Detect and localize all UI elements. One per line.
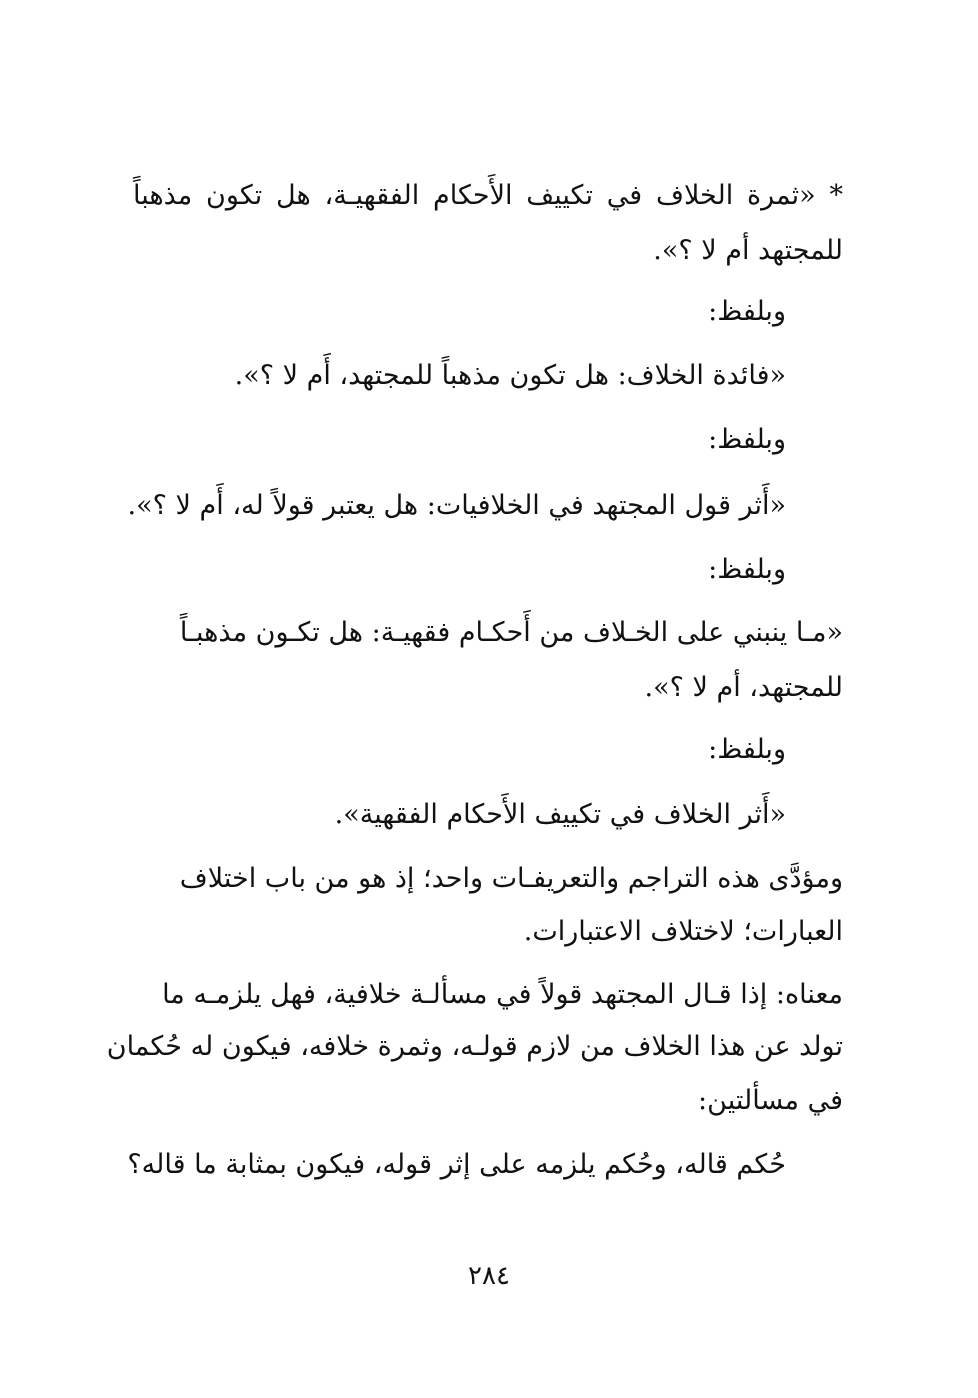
text-line: ومؤدَّى هذه التراجم والتعريفـات واحد؛ إذ هو من باب اختلاف: [179, 863, 843, 894]
text-line: معناه: إذا قـال المجتهد قولاً في مسألـة خلافية، فهل يلزمـه ما: [162, 979, 843, 1010]
text-line: وبلفظ:: [708, 296, 786, 327]
text-line: تولد عن هذا الخلاف من لازم قولـه، وثمرة خلافه، فيكون له حُكمان: [106, 1031, 843, 1062]
text-line: وبلفظ:: [708, 554, 786, 585]
text-line: وبلفظ:: [708, 734, 786, 765]
text-line: العبارات؛ لاختلاف الاعتبارات.: [523, 916, 843, 947]
text-line: * «ثمرة الخلاف في تكييف الأَحكام الفقهيـة، هل تكون مذهباً: [133, 180, 843, 211]
text-line: في مسألتين:: [698, 1085, 843, 1116]
page-number: ٢٨٤: [468, 1261, 510, 1291]
text-line: «فائدة الخلاف: هل تكون مذهباً للمجتهد، أَم لا ؟».: [234, 360, 786, 391]
text-line: للمجتهد أم لا ؟».: [653, 235, 843, 266]
text-line: «مـا ينبني على الخـلاف من أَحكـام فقهيـة: هل تكـون مذهبـاً: [179, 617, 843, 648]
text-line: «أَثر قول المجتهد في الخلافيات: هل يعتبر قولاً له، أَم لا ؟».: [127, 490, 786, 521]
text-line: «أَثر الخلاف في تكييف الأَحكام الفقهية».: [334, 799, 786, 830]
text-line: للمجتهد، أم لا ؟».: [644, 672, 843, 703]
text-line: وبلفظ:: [708, 424, 786, 455]
text-line: حُكم قاله، وحُكم يلزمه على إثر قوله، فيكون بمثابة ما قاله؟: [127, 1149, 786, 1180]
